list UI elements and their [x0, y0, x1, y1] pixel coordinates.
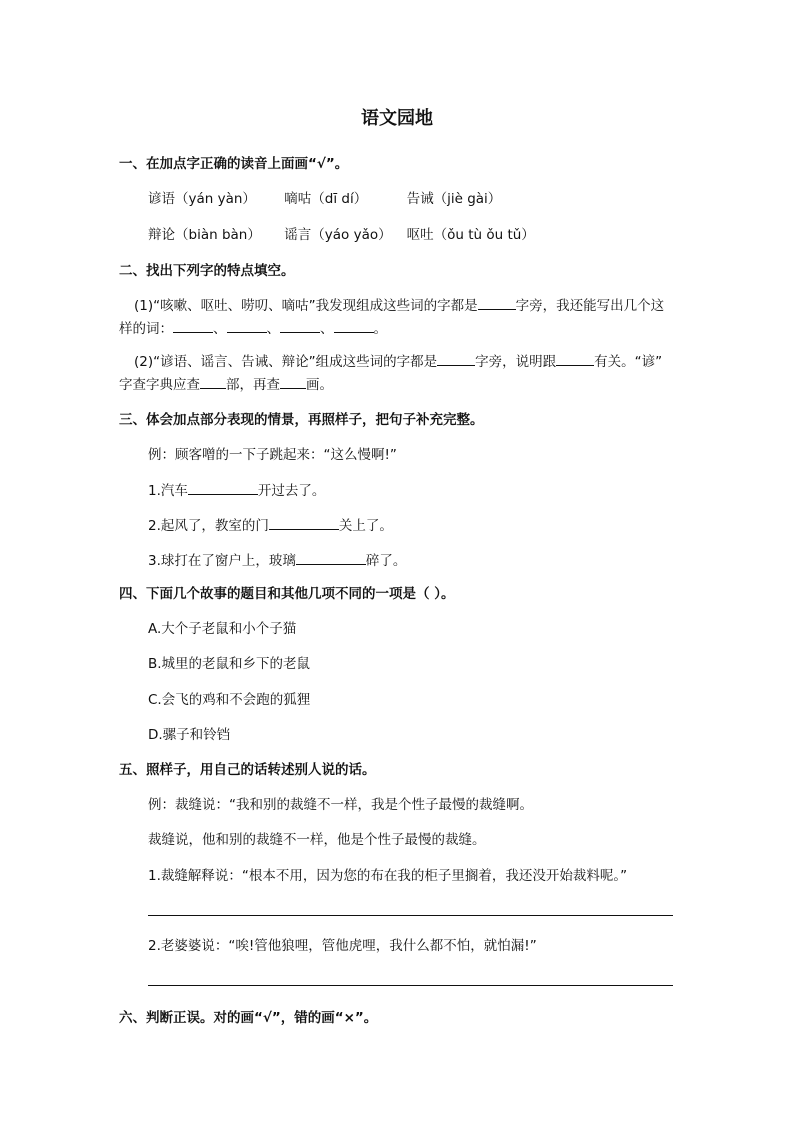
- option-c: C.会飞的鸡和不会跑的狐狸: [148, 692, 311, 708]
- pinyin-item: 辩论（biàn bàn）: [148, 227, 261, 243]
- item-text: 3.球打在了窗户上，玻璃: [148, 553, 296, 569]
- page-title: 语文园地: [361, 108, 433, 129]
- separator: 、: [213, 321, 227, 337]
- section-4-heading: 四、下面几个故事的题目和其他几项不同的一项是（ ）。: [119, 586, 455, 602]
- section-2-q1-line-2: [119, 318, 387, 339]
- pinyin-item: 谣言（yáo yǎo）: [284, 227, 392, 243]
- q2-text: 有关。“谚”: [594, 354, 663, 370]
- blank[interactable]: [437, 351, 475, 366]
- pinyin-item: 嘀咕（dī dí）: [284, 191, 368, 207]
- item-text: 开过去了。: [257, 483, 326, 499]
- section-2-q1-line-1: [134, 295, 664, 316]
- section-3-example: 例：顾客噌的一下子跳起来：“这么慢啊!”: [148, 447, 397, 463]
- end-mark: 。: [373, 321, 387, 337]
- section-2-q2-line-1: [134, 351, 662, 372]
- section-5-item-1: 1.裁缝解释说：“根本不用，因为您的布在我的柜子里搁着，我还没开始裁料呢。”: [148, 868, 628, 884]
- q1-text: 样的词：: [119, 321, 173, 337]
- blank[interactable]: [173, 318, 213, 333]
- section-1-heading: 一、在加点字正确的读音上面画“√”。: [119, 156, 349, 172]
- section-5-item-2: 2.老婆婆说：“唉!管他狼哩，管他虎哩，我什么都不怕，就怕漏!”: [148, 938, 537, 954]
- item-text: 碎了。: [365, 553, 407, 569]
- answer-line-2[interactable]: [148, 985, 673, 986]
- blank[interactable]: [227, 318, 267, 333]
- blank[interactable]: [334, 318, 374, 333]
- q2-text: 部，再查: [226, 377, 280, 393]
- section-3-heading: 三、体会加点部分表现的情景，再照样子，把句子补充完整。: [119, 412, 484, 428]
- option-b: B.城里的老鼠和乡下的老鼠: [148, 656, 311, 672]
- item-text: 关上了。: [338, 518, 393, 534]
- section-5-example-answer: 裁缝说，他和别的裁缝不一样，他是个性子最慢的裁缝。: [148, 832, 486, 848]
- separator: 、: [320, 321, 334, 337]
- blank[interactable]: [280, 374, 306, 389]
- section-1-row-1: [148, 189, 501, 209]
- section-3-item-1: [148, 480, 325, 501]
- option-a: A.大个子老鼠和小个子猫: [148, 621, 297, 637]
- blank[interactable]: [556, 351, 594, 366]
- section-3-item-2: [148, 515, 393, 536]
- blank[interactable]: [296, 550, 366, 565]
- section-5-heading: 五、照样子，用自己的话转述别人说的话。: [119, 762, 376, 778]
- pinyin-item: 告诫（jiè gài）: [406, 191, 502, 207]
- q2-text: 字旁，说明跟: [475, 354, 557, 370]
- item-text: 2.起风了，教室的门: [148, 518, 269, 534]
- q2-text: 画。: [306, 377, 333, 393]
- blank[interactable]: [280, 318, 320, 333]
- blank[interactable]: [188, 480, 258, 495]
- q2-text: (2)“谚语、谣言、告诫、辩论”组成这些词的字都是: [134, 354, 438, 370]
- section-5-example: 例：裁缝说：“我和别的裁缝不一样，我是个性子最慢的裁缝啊。: [148, 797, 533, 813]
- section-1-row-2: [148, 225, 535, 245]
- blank[interactable]: [269, 515, 339, 530]
- pinyin-item: 呕吐（ǒu tù ǒu tǔ）: [406, 227, 535, 243]
- option-d: D.骡子和铃铛: [148, 727, 231, 743]
- q1-text: (1)“咳嗽、呕吐、唠叨、嘀咕”我发现组成这些词的字都是: [134, 298, 478, 314]
- blank[interactable]: [478, 295, 516, 310]
- section-3-item-3: [148, 550, 406, 571]
- item-text: 1.汽车: [148, 483, 188, 499]
- section-2-q2-line-2: [119, 374, 333, 395]
- q2-text: 字查字典应查: [119, 377, 200, 393]
- blank[interactable]: [200, 374, 226, 389]
- answer-line-1[interactable]: [148, 915, 673, 916]
- q1-text: 字旁，我还能写出几个这: [515, 298, 665, 314]
- separator: 、: [266, 321, 280, 337]
- section-2-heading: 二、找出下列字的特点填空。: [119, 263, 295, 279]
- pinyin-item: 谚语（yán yàn）: [148, 191, 256, 207]
- section-6-heading: 六、判断正误。对的画“√”，错的画“×”。: [119, 1010, 378, 1026]
